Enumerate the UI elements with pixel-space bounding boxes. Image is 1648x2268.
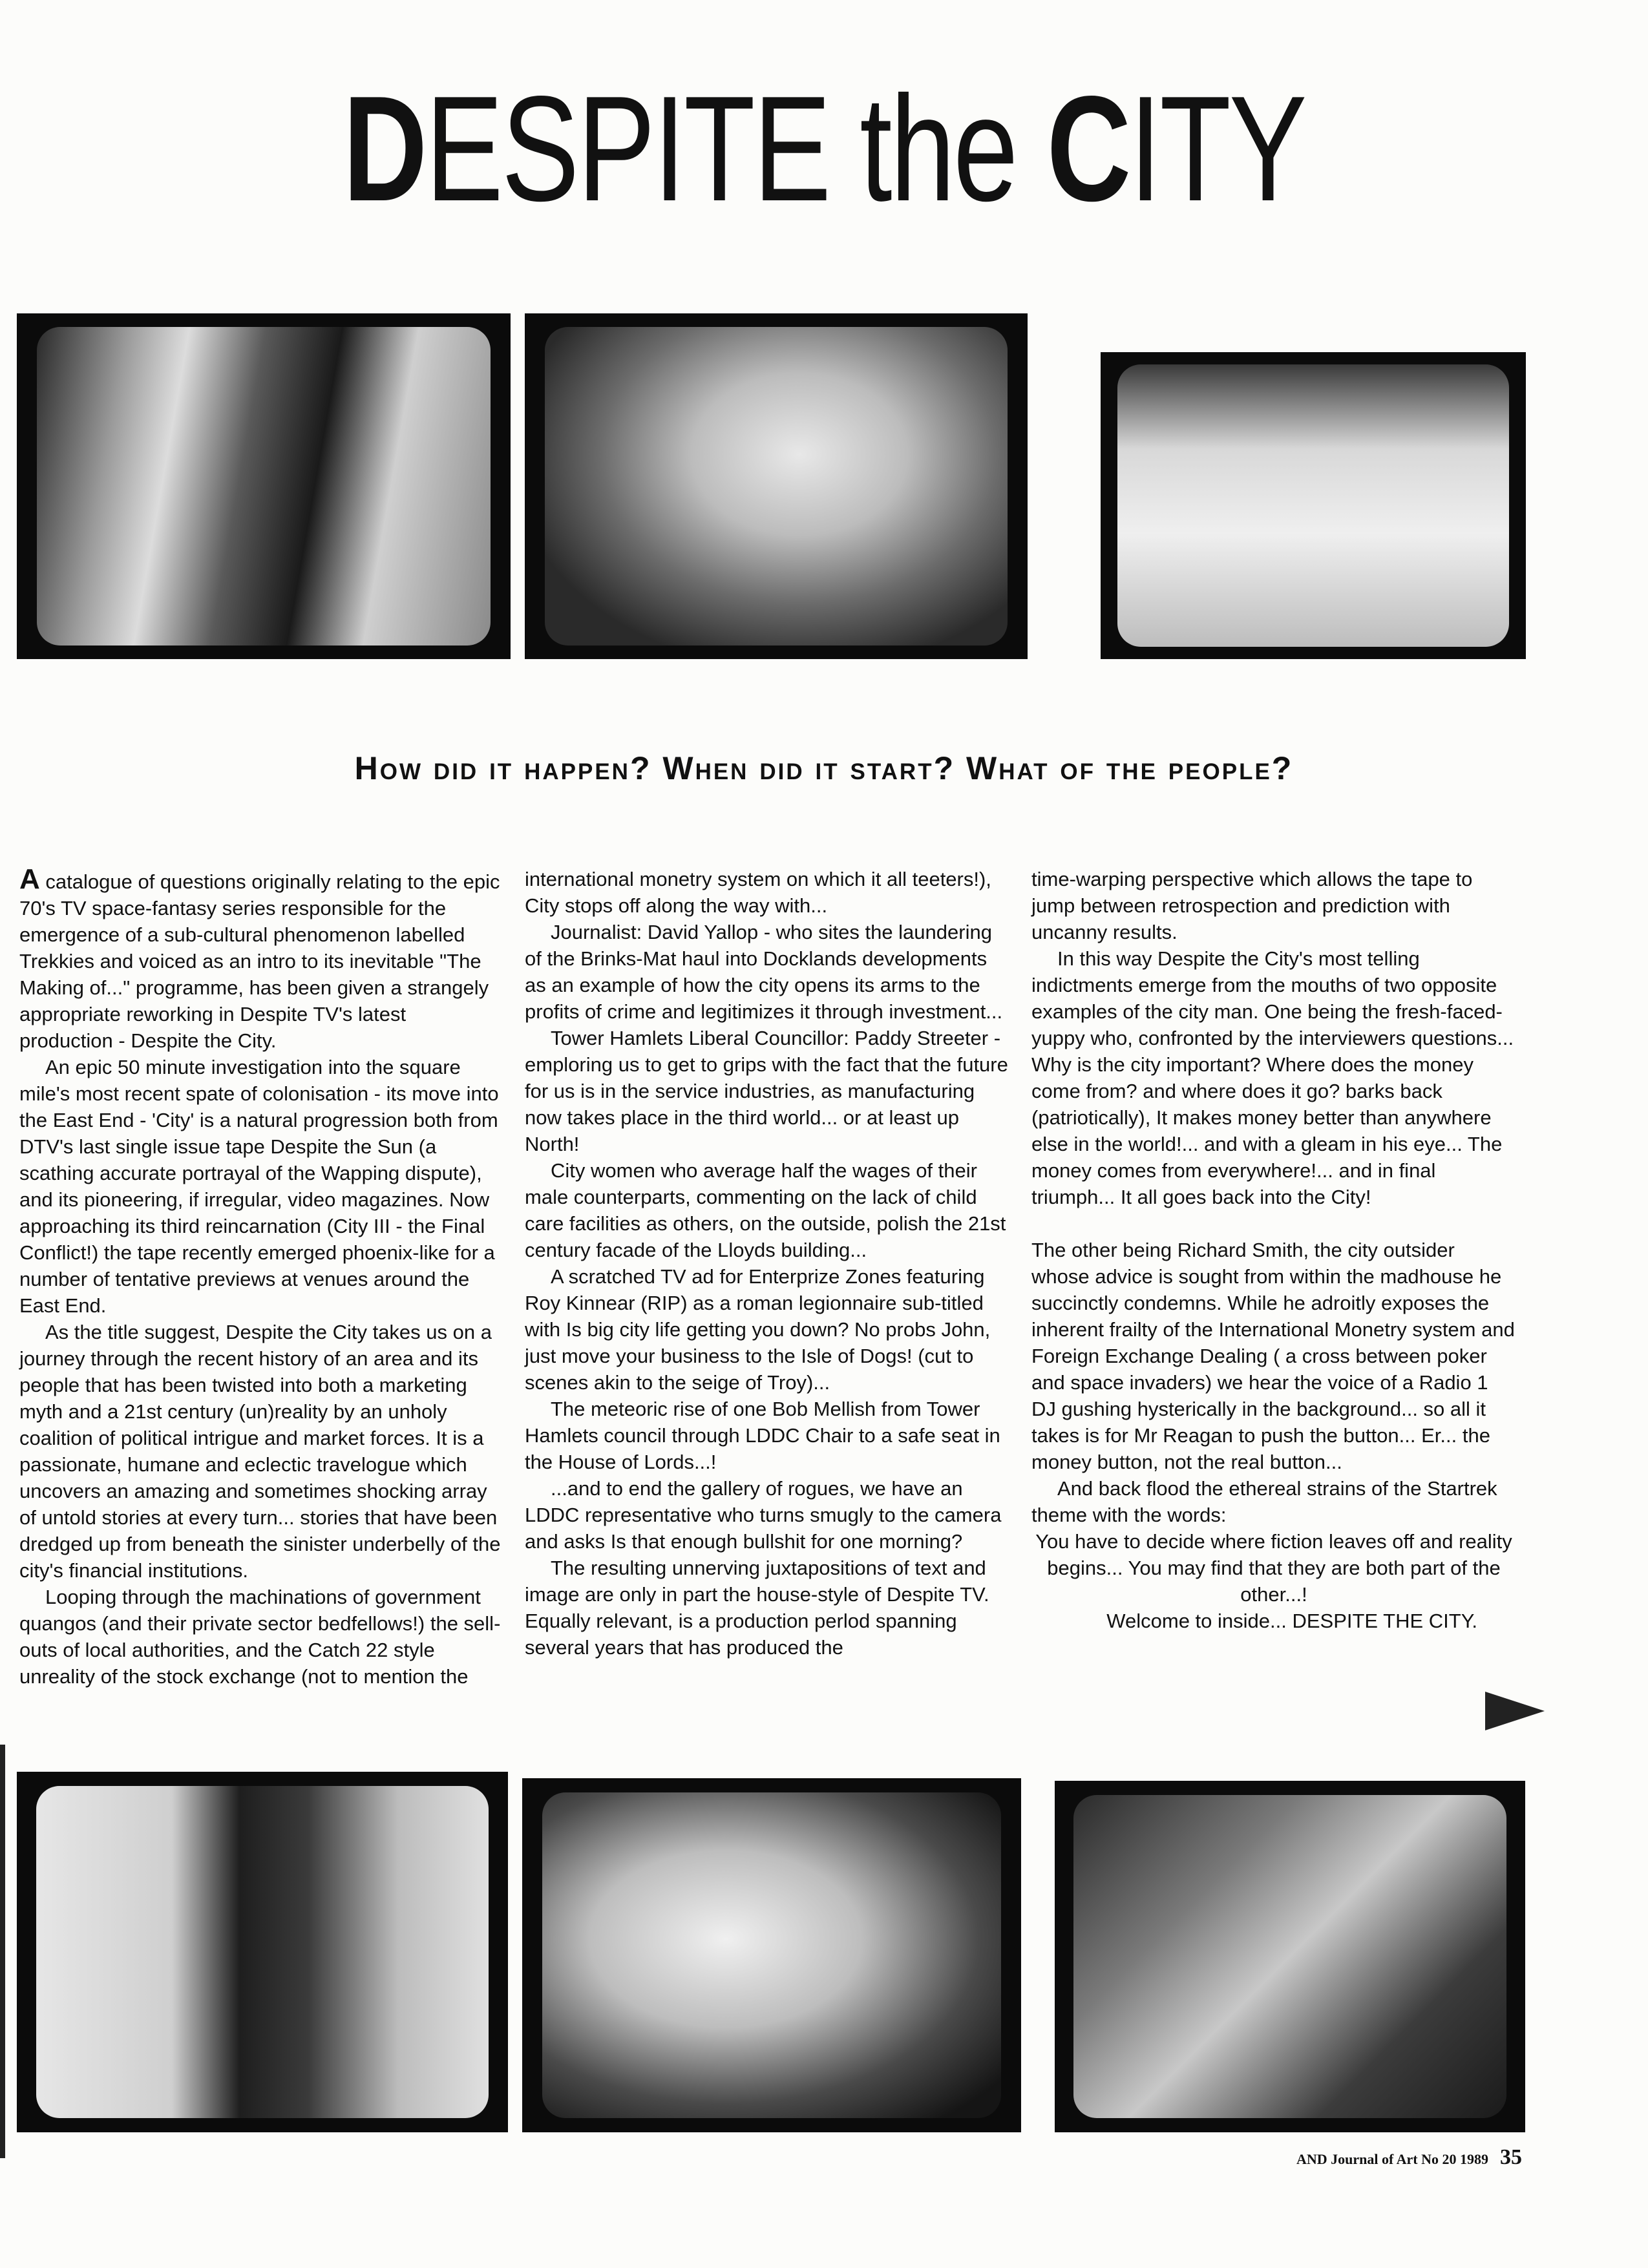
- paragraph-9: A scratched TV ad for Enterprize Zones featuring Roy Kinnear (RIP) as a roman legionnaire sub-titled with Is big city life getting you down? No probs John, just move your business to the Isle of Dogs! (cut to scenes akin to the seige of Troy)...: [525, 1265, 991, 1394]
- video-still-walkers: [1101, 352, 1526, 659]
- paragraph-16: And back flood the ethereal strains of the Startrek theme with the words:: [1031, 1477, 1497, 1526]
- page-title: [182, 65, 1467, 233]
- paragraph-12: The resulting unnerving juxtapositions of text and image are only in part the house-style of Despite TV. Equally relevant, is a production perlod spanning several years that has produced the: [525, 1557, 989, 1659]
- column-1: [19, 863, 504, 1690]
- video-still-office-man: [17, 1772, 508, 2132]
- paragraph-8: City women who average half the wages of their male counterparts, commenting on the lack of child care facilities as others, on the outside, polish the 21st century facade of the Lloyds building...: [525, 1159, 1006, 1261]
- video-still-street: [17, 313, 511, 659]
- subtitle: How did it happen? When did it start? What of the people?: [354, 750, 1294, 786]
- paragraph-3: As the title suggest, Despite the City takes us on a journey through the recent history of an area and its people that has been twisted into both a marketing myth and a 21st century (un)reality by an unholy coalition of political intrigue and market forces. It is a passionate, humane and eclectic travelogue which uncovers an amazing and sometimes shocking array of untold stories at every turn... stories that have been dredged up from beneath the sinister underbelly of the city's financial institutions.: [19, 1321, 501, 1582]
- paragraph-10: The meteoric rise of one Bob Mellish from Tower Hamlets council through LDDC Chair to a safe seat in the House of Lords...!: [525, 1398, 1000, 1473]
- paragraph-5: international monetry system on which it all teeters!), City stops off along the way with...: [525, 868, 991, 917]
- column-3: [1031, 866, 1516, 1634]
- title-d: D: [343, 65, 426, 233]
- title-ity: ITY: [1129, 65, 1305, 233]
- footer: [1296, 2145, 1522, 2170]
- paragraph-11: ...and to end the gallery of rogues, we have an LDDC representative who turns smugly to the camera and asks Is that enough bullshit for one morning?: [525, 1477, 1002, 1553]
- paragraph-17: You have to decide where fiction leaves off and reality begins... You may find that they are both part of the other...!: [1035, 1530, 1512, 1606]
- paragraph-15: The other being Richard Smith, the city outsider whose advice is sought from within the madhouse he succinctly condemns. While he adroitly exposes the inherent frailty of the International Monetry system and Foreign Exchange Dealing ( a cross between poker and space invaders) we hear the voice of a Radio 1 DJ gushing hysterically in the background... so all it takes is for Mr Reagan to push the button... Er... the money button, not the real button...: [1031, 1239, 1515, 1473]
- drop-cap: A: [19, 863, 40, 895]
- video-still-interior: [1055, 1781, 1525, 2132]
- video-still-abstract: [522, 1778, 1021, 2132]
- paragraph-14: In this way Despite the City's most telling indictments emerge from the mouths of two opposite examples of the city man. One being the fresh-faced-yuppy who, confronted by the interviewers questions... Why is the city important? Where does the money come from? and where does it go? barks back (patriotically), It makes money better than anywhere else in the world!... and with a gleam in his eye... The money comes from everywhere!... and in final triumph... It all goes back into the City!: [1031, 947, 1514, 1208]
- page-number: 35: [1500, 2145, 1522, 2169]
- column-2: [525, 866, 1009, 1661]
- paragraph-text: catalogue of questions originally relating to the epic 70's TV space-fantasy series responsible for the emergence of a sub-cultural phenomenon labelled Trekkies and voiced as an intro to its inevitable "The Making of..." programme, has been given a strangely appropriate reworking in Despite TV's latest production - Despite the City.: [19, 870, 500, 1052]
- paragraph-7: Tower Hamlets Liberal Councillor: Paddy Streeter - emploring us to get to grips with the fact that the future for us is in the service industries, as manufacturing now takes place in the third world... or at least up North!: [525, 1027, 1008, 1155]
- title-espite: ESPITE: [425, 65, 830, 233]
- journal-citation: AND Journal of Art No 20 1989: [1296, 2151, 1488, 2167]
- arrow-icon: [1485, 1692, 1545, 1730]
- paragraph-4: Looping through the machinations of government quangos (and their private sector bedfellows!) the sell-outs of local authorities, and the Catch 22 style unreality of the stock exchange (not to mention the: [19, 1586, 501, 1688]
- paragraph-2: An epic 50 minute investigation into the square mile's most recent spate of colonisation - its move into the East End - 'City' is a natural progression both from DTV's last single issue tape Despite the Sun (a scathing accurate portrayal of the Wapping dispute), and its pioneering, if irregular, video magazines. Now approaching its third reincarnation (City III - the Final Conflict!) the tape recently emerged phoenix-like for a number of tentative previews at venues around the East End.: [19, 1056, 499, 1317]
- paragraph-gap: [1031, 1210, 1516, 1237]
- title-c: C: [1046, 65, 1130, 233]
- video-still-map: [525, 313, 1028, 659]
- paragraph-6: Journalist: David Yallop - who sites the laundering of the Brinks-Mat haul into Docklands developments as an example of how the city opens its arms to the profits of crime and legitimizes it through investment...: [525, 921, 1003, 1023]
- paragraph-1: [19, 863, 504, 1054]
- welcome-line: Welcome to inside... DESPITE THE CITY.: [1106, 1610, 1477, 1632]
- page-edge: [0, 1745, 5, 2158]
- title-the: the: [860, 65, 1017, 233]
- paragraph-13: time-warping perspective which allows the tape to jump between retrospection and prediction with uncanny results.: [1031, 868, 1473, 943]
